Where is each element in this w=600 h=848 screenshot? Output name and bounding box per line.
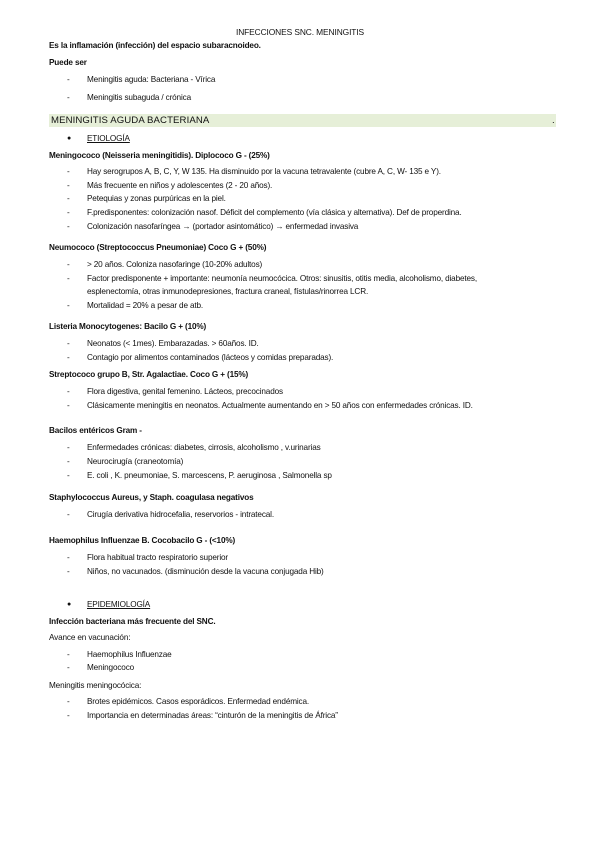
- dash-marker: -: [67, 697, 70, 706]
- dash-marker: -: [67, 567, 70, 576]
- dash-marker: -: [67, 208, 70, 217]
- list-item: Hay serogrupos A, B, C, Y, W 135. Ha disminuido por la vacuna tetravalente (cubre A, C, W- 135 e Y).: [87, 167, 441, 176]
- haemophilus-title: Haemophilus Influenzae B. Cocobacilo G - (<10%): [49, 536, 236, 545]
- list-item: Factor predisponente + importante: neumonía neumocócica. Otros: sinusitis, otitis media, alcoholismo, diabetes,: [87, 274, 477, 283]
- list-item: Importancia en determinadas áreas: “cinturón de la meningitis de África”: [87, 711, 338, 720]
- dash-marker: -: [67, 711, 70, 720]
- list-item: Meningitis subaguda / crónica: [87, 93, 191, 102]
- list-item: Neurocirugía (craneotomía): [87, 457, 184, 466]
- list-item: Brotes epidémicos. Casos esporádicos. Enfermedad endémica.: [87, 697, 310, 706]
- list-item: Enfermedades crónicas: diabetes, cirrosis, alcoholismo , v.urinarias: [87, 443, 321, 452]
- list-item: Clásicamente meningitis en neonatos. Actualmente aumentando en > 50 años con enfermedades crónicas. ID.: [87, 401, 473, 410]
- intro-text: Es la inflamación (infección) del espacio subaracnoideo.: [49, 41, 261, 50]
- section-heading: MENINGITIS AGUDA BACTERIANA: [51, 115, 210, 126]
- avance-label: Avance en vacunación:: [49, 633, 131, 642]
- epi-main-text: Infección bacteriana más frecuente del SNC.: [49, 617, 216, 626]
- list-item: Neonatos (< 1mes). Embarazadas. > 60años. ID.: [87, 339, 259, 348]
- dash-marker: -: [67, 457, 70, 466]
- list-item: Meningococo: [87, 663, 135, 672]
- dash-marker: -: [67, 181, 70, 190]
- bullet-icon: ●: [67, 601, 72, 608]
- epidemiologia-heading: EPIDEMIOLOGÍA: [87, 600, 151, 609]
- meningococica-label: Meningitis meningocócica:: [49, 681, 142, 690]
- list-item: Colonización nasofaríngea → (portador asintomático) → enfermedad invasiva: [87, 222, 359, 231]
- dash-marker: -: [67, 510, 70, 519]
- etiologia-heading: ETIOLOGÍA: [87, 134, 130, 143]
- staph-title: Staphylococcus Aureus, y Staph. coagulasa negativos: [49, 493, 254, 502]
- strepto-title: Streptococo grupo B, Str. Agalactiae. Coco G + (15%): [49, 370, 249, 379]
- dash-marker: -: [67, 222, 70, 231]
- list-item: Meningitis aguda: Bacteriana - Vírica: [87, 75, 216, 84]
- section-heading-highlight: [49, 114, 556, 127]
- dash-marker: -: [67, 260, 70, 269]
- list-item: Contagio por alimentos contaminados (lácteos y comidas preparadas).: [87, 353, 334, 362]
- list-item: Más frecuente en niños y adolescentes (2 - 20 años).: [87, 181, 273, 190]
- puede-ser-label: Puede ser: [49, 58, 87, 67]
- dash-marker: -: [67, 93, 70, 102]
- bullet-icon: ●: [67, 135, 72, 142]
- dash-marker: -: [67, 339, 70, 348]
- listeria-title: Listeria Monocytogenes: Bacilo G + (10%): [49, 322, 207, 331]
- neumococo-title: Neumococo (Streptococcus Pneumoniae) Coco G + (50%): [49, 243, 267, 252]
- document-title: INFECCIONES SNC. MENINGITIS: [235, 27, 365, 37]
- dash-marker: -: [67, 553, 70, 562]
- dash-marker: -: [67, 167, 70, 176]
- meningococo-title: Meningococo (Neisseria meningitidis). Diplococo G - (25%): [49, 151, 270, 160]
- dash-marker: -: [67, 650, 70, 659]
- dash-marker: -: [67, 194, 70, 203]
- dash-marker: -: [67, 443, 70, 452]
- list-item: F.predisponentes: colonización nasof. Déficit del complemento (vía clásica y alternativa). Def de properdina.: [87, 208, 462, 217]
- dash-marker: -: [67, 471, 70, 480]
- list-item: Niños, no vacunados. (disminución desde la vacuna conjugada Hib): [87, 567, 324, 576]
- dash-marker: -: [67, 75, 70, 84]
- list-item: Mortalidad = 20% a pesar de atb.: [87, 301, 204, 310]
- list-item: Petequias y zonas purpúricas en la piel.: [87, 194, 226, 203]
- dash-marker: -: [67, 663, 70, 672]
- list-item-continuation: esplenectomía, otras inmunodepresiones, fractura craneal, fístulas/rinorrea LCR.: [87, 287, 369, 296]
- bacilos-title: Bacilos entéricos Gram -: [49, 426, 142, 435]
- list-item: Haemophilus Influenzae: [87, 650, 172, 659]
- section-heading-dot: .: [552, 115, 555, 126]
- dash-marker: -: [67, 401, 70, 410]
- dash-marker: -: [67, 353, 70, 362]
- list-item: Cirugía derivativa hidrocefalia, reservorios - intratecal.: [87, 510, 274, 519]
- dash-marker: -: [67, 274, 70, 283]
- list-item: Flora habitual tracto respiratorio superior: [87, 553, 228, 562]
- list-item: Flora digestiva, genital femenino. Lácteos, precocinados: [87, 387, 283, 396]
- dash-marker: -: [67, 387, 70, 396]
- list-item: > 20 años. Coloniza nasofaringe (10-20% adultos): [87, 260, 263, 269]
- list-item: E. coli , K. pneumoniae, S. marcescens, P. aeruginosa , Salmonella sp: [87, 471, 332, 480]
- dash-marker: -: [67, 301, 70, 310]
